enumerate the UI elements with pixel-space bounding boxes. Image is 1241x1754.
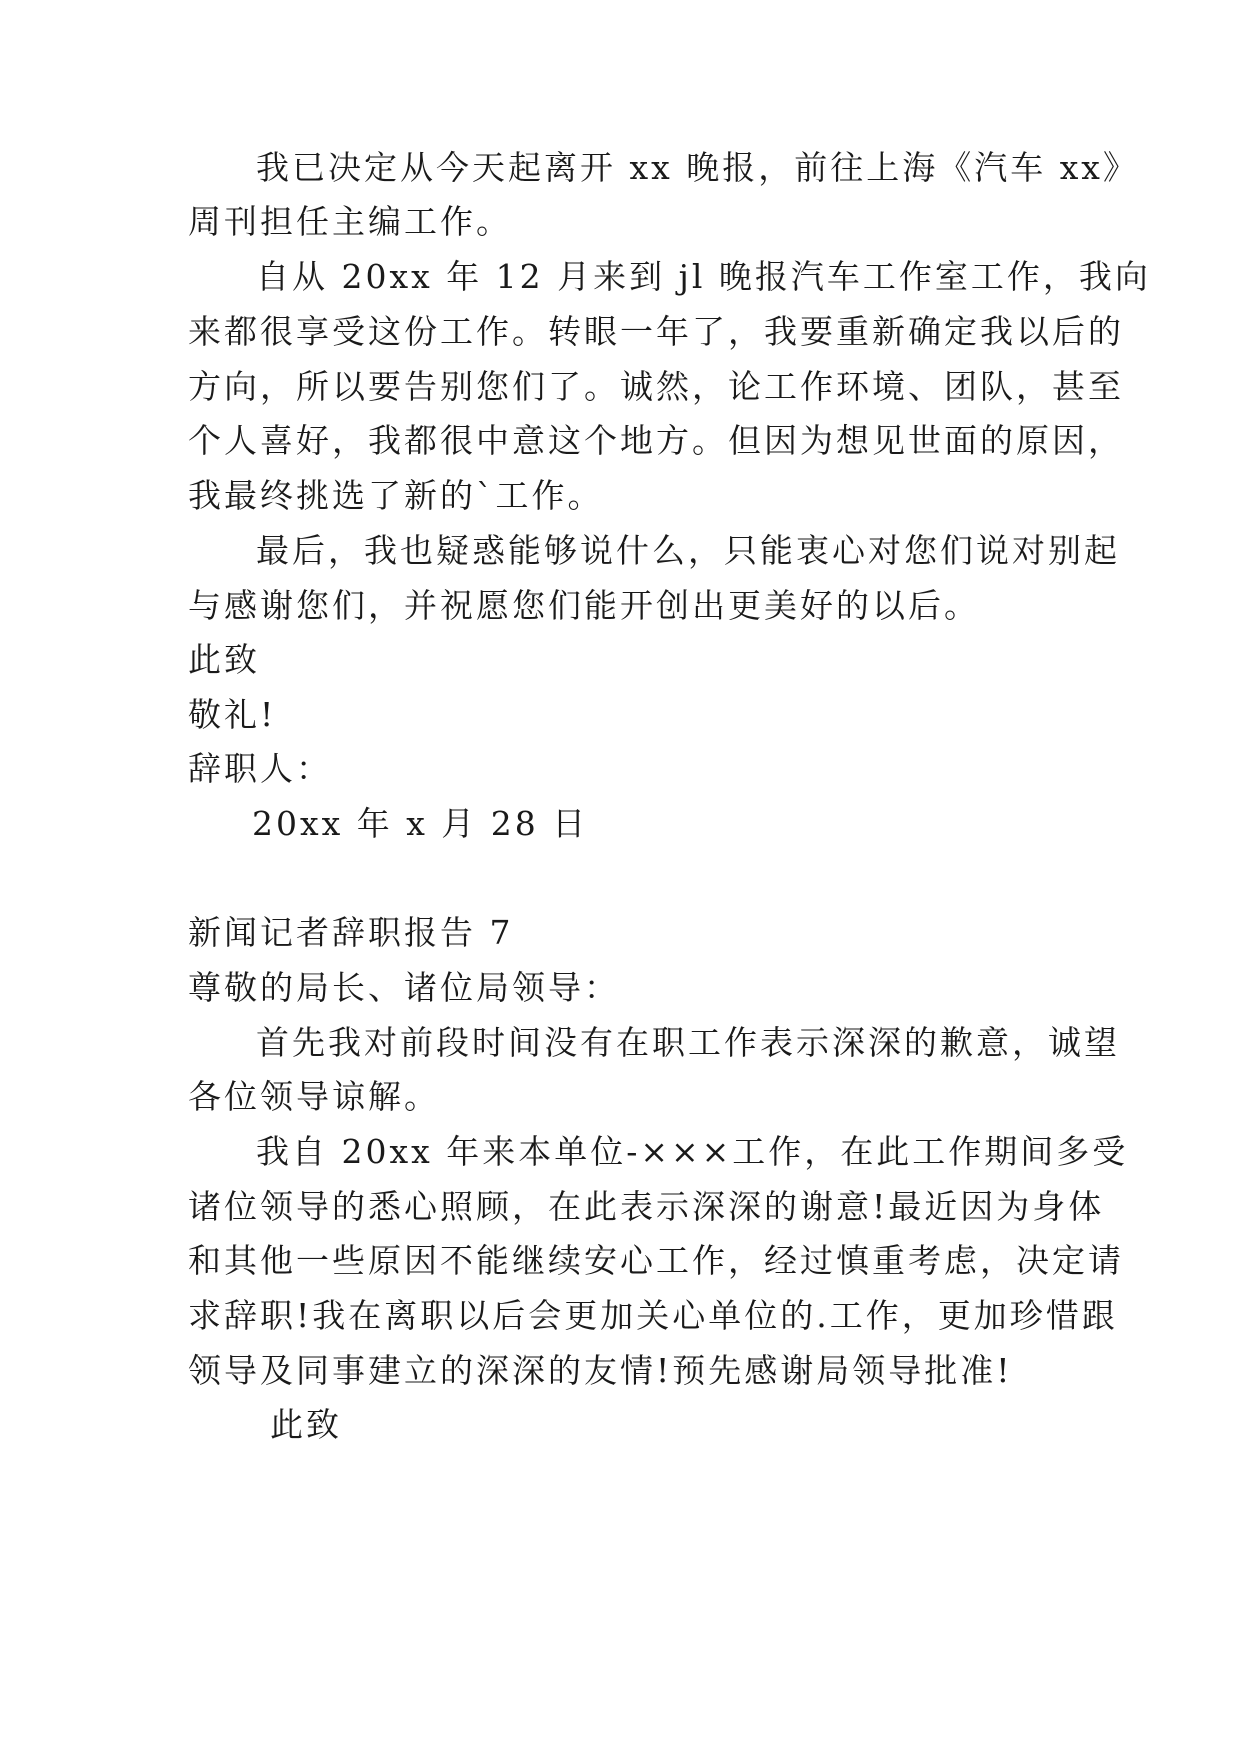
document-title: 新闻记者辞职报告 7 (188, 913, 514, 952)
signer-label: 辞职人： (188, 749, 332, 788)
paragraph-line: 求辞职!我在离职以后会更加关心单位的.工作，更加珍惜跟 (188, 1296, 1118, 1335)
paragraph-line: 个人喜好，我都很中意这个地方。但因为想见世面的原因， (188, 421, 1124, 460)
greeting: 尊敬的局长、诸位局领导： (188, 968, 620, 1007)
date: 20xx 年 x 月 28 日 (252, 804, 589, 843)
paragraph-line: 各位领导谅解。 (188, 1077, 440, 1116)
salute: 敬礼! (188, 695, 277, 734)
paragraph-line: 最后，我也疑惑能够说什么，只能衷心对您们说对别起 (256, 531, 1120, 570)
paragraph-line: 诸位领导的悉心照顾，在此表示深深的谢意!最近因为身体 (188, 1187, 1105, 1226)
paragraph-line: 来都很享受这份工作。转眼一年了，我要重新确定我以后的 (188, 312, 1124, 351)
paragraph-line: 领导及同事建立的深深的友情!预先感谢局领导批准! (188, 1351, 1013, 1390)
paragraph-line: 我自 20xx 年来本单位-×××工作，在此工作期间多受 (256, 1132, 1129, 1171)
paragraph-line: 和其他一些原因不能继续安心工作，经过慎重考虑，决定请 (188, 1241, 1124, 1280)
paragraph-line: 我最终挑选了新的`工作。 (188, 476, 604, 515)
closing: 此致 (270, 1405, 342, 1444)
paragraph-line: 与感谢您们，并祝愿您们能开创出更美好的以后。 (188, 586, 980, 625)
paragraph-line: 我已决定从今天起离开 xx 晚报，前往上海《汽车 xx》 (256, 148, 1139, 187)
paragraph-line: 方向，所以要告别您们了。诚然，论工作环境、团队，甚至 (188, 367, 1124, 406)
paragraph-line: 周刊担任主编工作。 (188, 202, 512, 241)
closing: 此致 (188, 640, 260, 679)
paragraph-line: 首先我对前段时间没有在职工作表示深深的歉意，诚望 (256, 1023, 1120, 1062)
paragraph-line: 自从 20xx 年 12 月来到 jl 晚报汽车工作室工作，我向 (256, 257, 1151, 296)
